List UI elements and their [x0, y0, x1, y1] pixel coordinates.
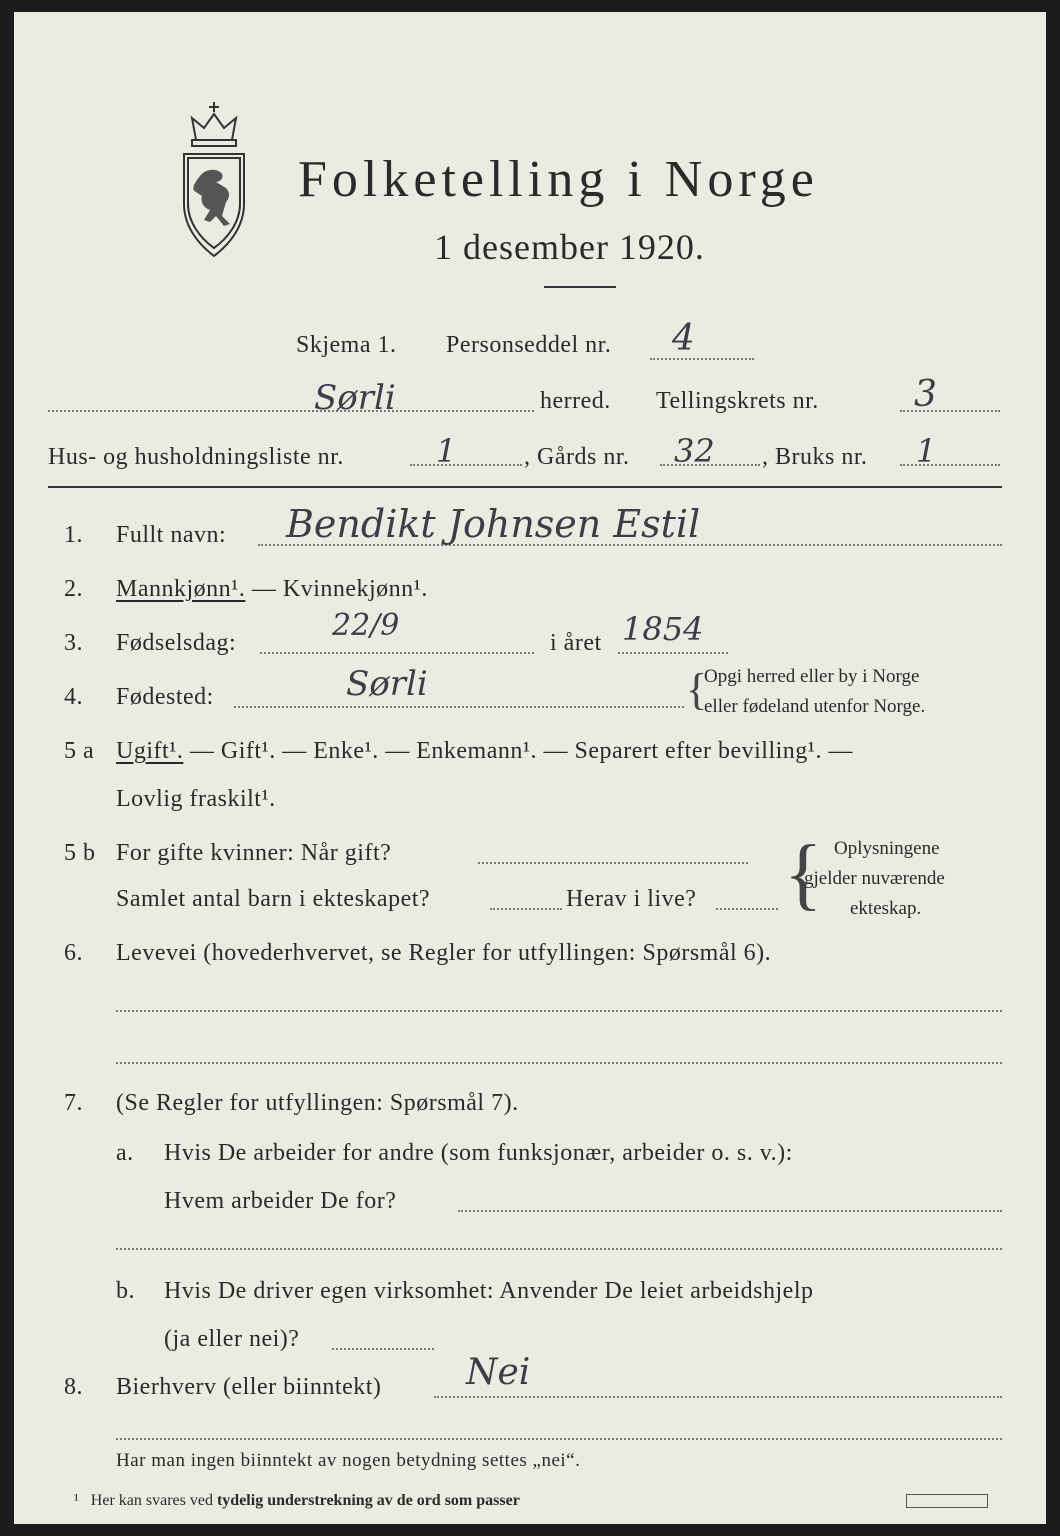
q5b-label-living: Herav i live? [566, 886, 697, 912]
tellingskrets-value: 3 [914, 374, 937, 415]
q3-year-value: 1854 [622, 610, 704, 648]
q5b-label-married: For gifte kvinner: Når gift? [116, 840, 392, 866]
q7a-line-extra [116, 1248, 1002, 1250]
herred-value: Sørli [314, 378, 396, 418]
nei-note: Har man ingen biinntekt av nogen betydning settes „nei“. [116, 1450, 581, 1471]
q8-label: Bierhverv (eller biinntekt) [116, 1374, 382, 1400]
norwegian-lion-crest-icon [166, 100, 262, 260]
gards-value: 32 [674, 432, 715, 470]
q1-label: Fullt navn: [116, 522, 227, 548]
footnote [74, 1492, 520, 1510]
q5b-note-line2: gjelder nuværende [804, 868, 945, 889]
gards-label: , Gårds nr. [524, 444, 630, 470]
herred-label: herred. [540, 388, 611, 414]
q7b-line [332, 1348, 434, 1350]
q5a-ugift-option: Ugift¹. [116, 738, 184, 764]
footnote-text: Her kan svares ved [90, 1492, 213, 1509]
q7a-line [458, 1210, 1002, 1212]
q2-number: 2. [64, 576, 83, 602]
q5b-number: 5 b [64, 840, 96, 866]
q5b-note-line1: Oplysningene [834, 838, 940, 859]
bruks-label: , Bruks nr. [762, 444, 868, 470]
q8-line [434, 1396, 1002, 1398]
header-rule [48, 486, 1002, 488]
hus-label: Hus- og husholdningsliste nr. [48, 444, 344, 470]
q5a-line2: Lovlig fraskilt¹. [116, 786, 276, 812]
q4-note-line2: eller fødeland utenfor Norge. [704, 696, 926, 717]
q3-number: 3. [64, 630, 83, 656]
schema-label: Skjema 1. [296, 332, 397, 358]
q6-line-2 [116, 1062, 1002, 1064]
tellingskrets-label: Tellingskrets nr. [656, 388, 819, 414]
q5b-label-children: Samlet antal barn i ekteskapet? [116, 886, 431, 912]
q4-brace: { [686, 665, 708, 714]
q5b-living-line [716, 908, 778, 910]
q1-value: Bendikt Johnsen Estil [286, 502, 701, 546]
q8-number: 8. [64, 1374, 83, 1400]
census-date: 1 desember 1920. [434, 227, 705, 267]
herred-line [48, 410, 534, 412]
personseddel-value: 4 [672, 318, 695, 359]
q4-note-line1: Opgi herred eller by i Norge [704, 666, 920, 687]
q5a-other-options: — Gift¹. — Enke¹. — Enkemann¹. — Separert efter bevilling¹. — [183, 738, 853, 764]
q6-number: 6. [64, 940, 83, 966]
census-form [14, 12, 1046, 1524]
q3-day-value: 22/9 [332, 608, 400, 643]
q6-label: Levevei (hovederhvervet, se Regler for utfyllingen: Spørsmål 6). [116, 940, 772, 966]
q7b-line2: (ja eller nei)? [164, 1326, 300, 1352]
q2-separator: — [245, 576, 283, 602]
q5a-number: 5 a [64, 738, 95, 764]
q6-line-1 [116, 1010, 1002, 1012]
q2-kvinne-option: Kvinnekjønn¹. [282, 576, 428, 602]
q7a-line2: Hvem arbeider De for? [164, 1188, 397, 1214]
personseddel-label: Personseddel nr. [446, 332, 612, 358]
q5b-married-line [478, 862, 748, 864]
q8-line-extra [116, 1438, 1002, 1440]
q8-value: Nei [466, 1352, 531, 1393]
q7a-line1: Hvis De arbeider for andre (som funksjonær, arbeider o. s. v.): [164, 1140, 793, 1166]
q3-year-line [618, 652, 728, 654]
q1-number: 1. [64, 522, 83, 548]
q2-options [116, 576, 428, 603]
bruks-value: 1 [916, 432, 937, 470]
q3-label: Fødselsdag: [116, 630, 237, 656]
personseddel-line [650, 358, 754, 360]
q5b-children-line [490, 908, 562, 910]
q7-number: 7. [64, 1090, 83, 1116]
q7-label: (Se Regler for utfyllingen: Spørsmål 7). [116, 1090, 519, 1116]
q3-day-line [260, 652, 534, 654]
form-title: Folketelling i Norge [298, 151, 819, 208]
q4-value: Sørli [346, 664, 428, 704]
q5a-options [116, 738, 853, 765]
q2-mann-option: Mannkjønn¹. [116, 576, 246, 602]
hus-line [410, 464, 522, 466]
q4-line [234, 706, 684, 708]
q7a-letter: a. [116, 1140, 134, 1166]
q5b-brace: { [784, 830, 823, 918]
q5b-note-line3: ekteskap. [850, 898, 922, 919]
title-divider [544, 286, 616, 288]
bruks-line [900, 464, 1000, 466]
q3-year-label: i året [550, 630, 602, 656]
q7b-letter: b. [116, 1278, 135, 1304]
q7b-line1: Hvis De driver egen virksomhet: Anvender De leiet arbeidshjelp [164, 1278, 814, 1304]
q4-number: 4. [64, 684, 83, 710]
printer-stamp [906, 1494, 988, 1508]
hus-value: 1 [436, 432, 457, 470]
footnote-bold: tydelig understrekning av de ord som passer [216, 1492, 520, 1509]
footnote-mark: ¹ [74, 1492, 79, 1509]
q4-label: Fødested: [116, 684, 214, 710]
